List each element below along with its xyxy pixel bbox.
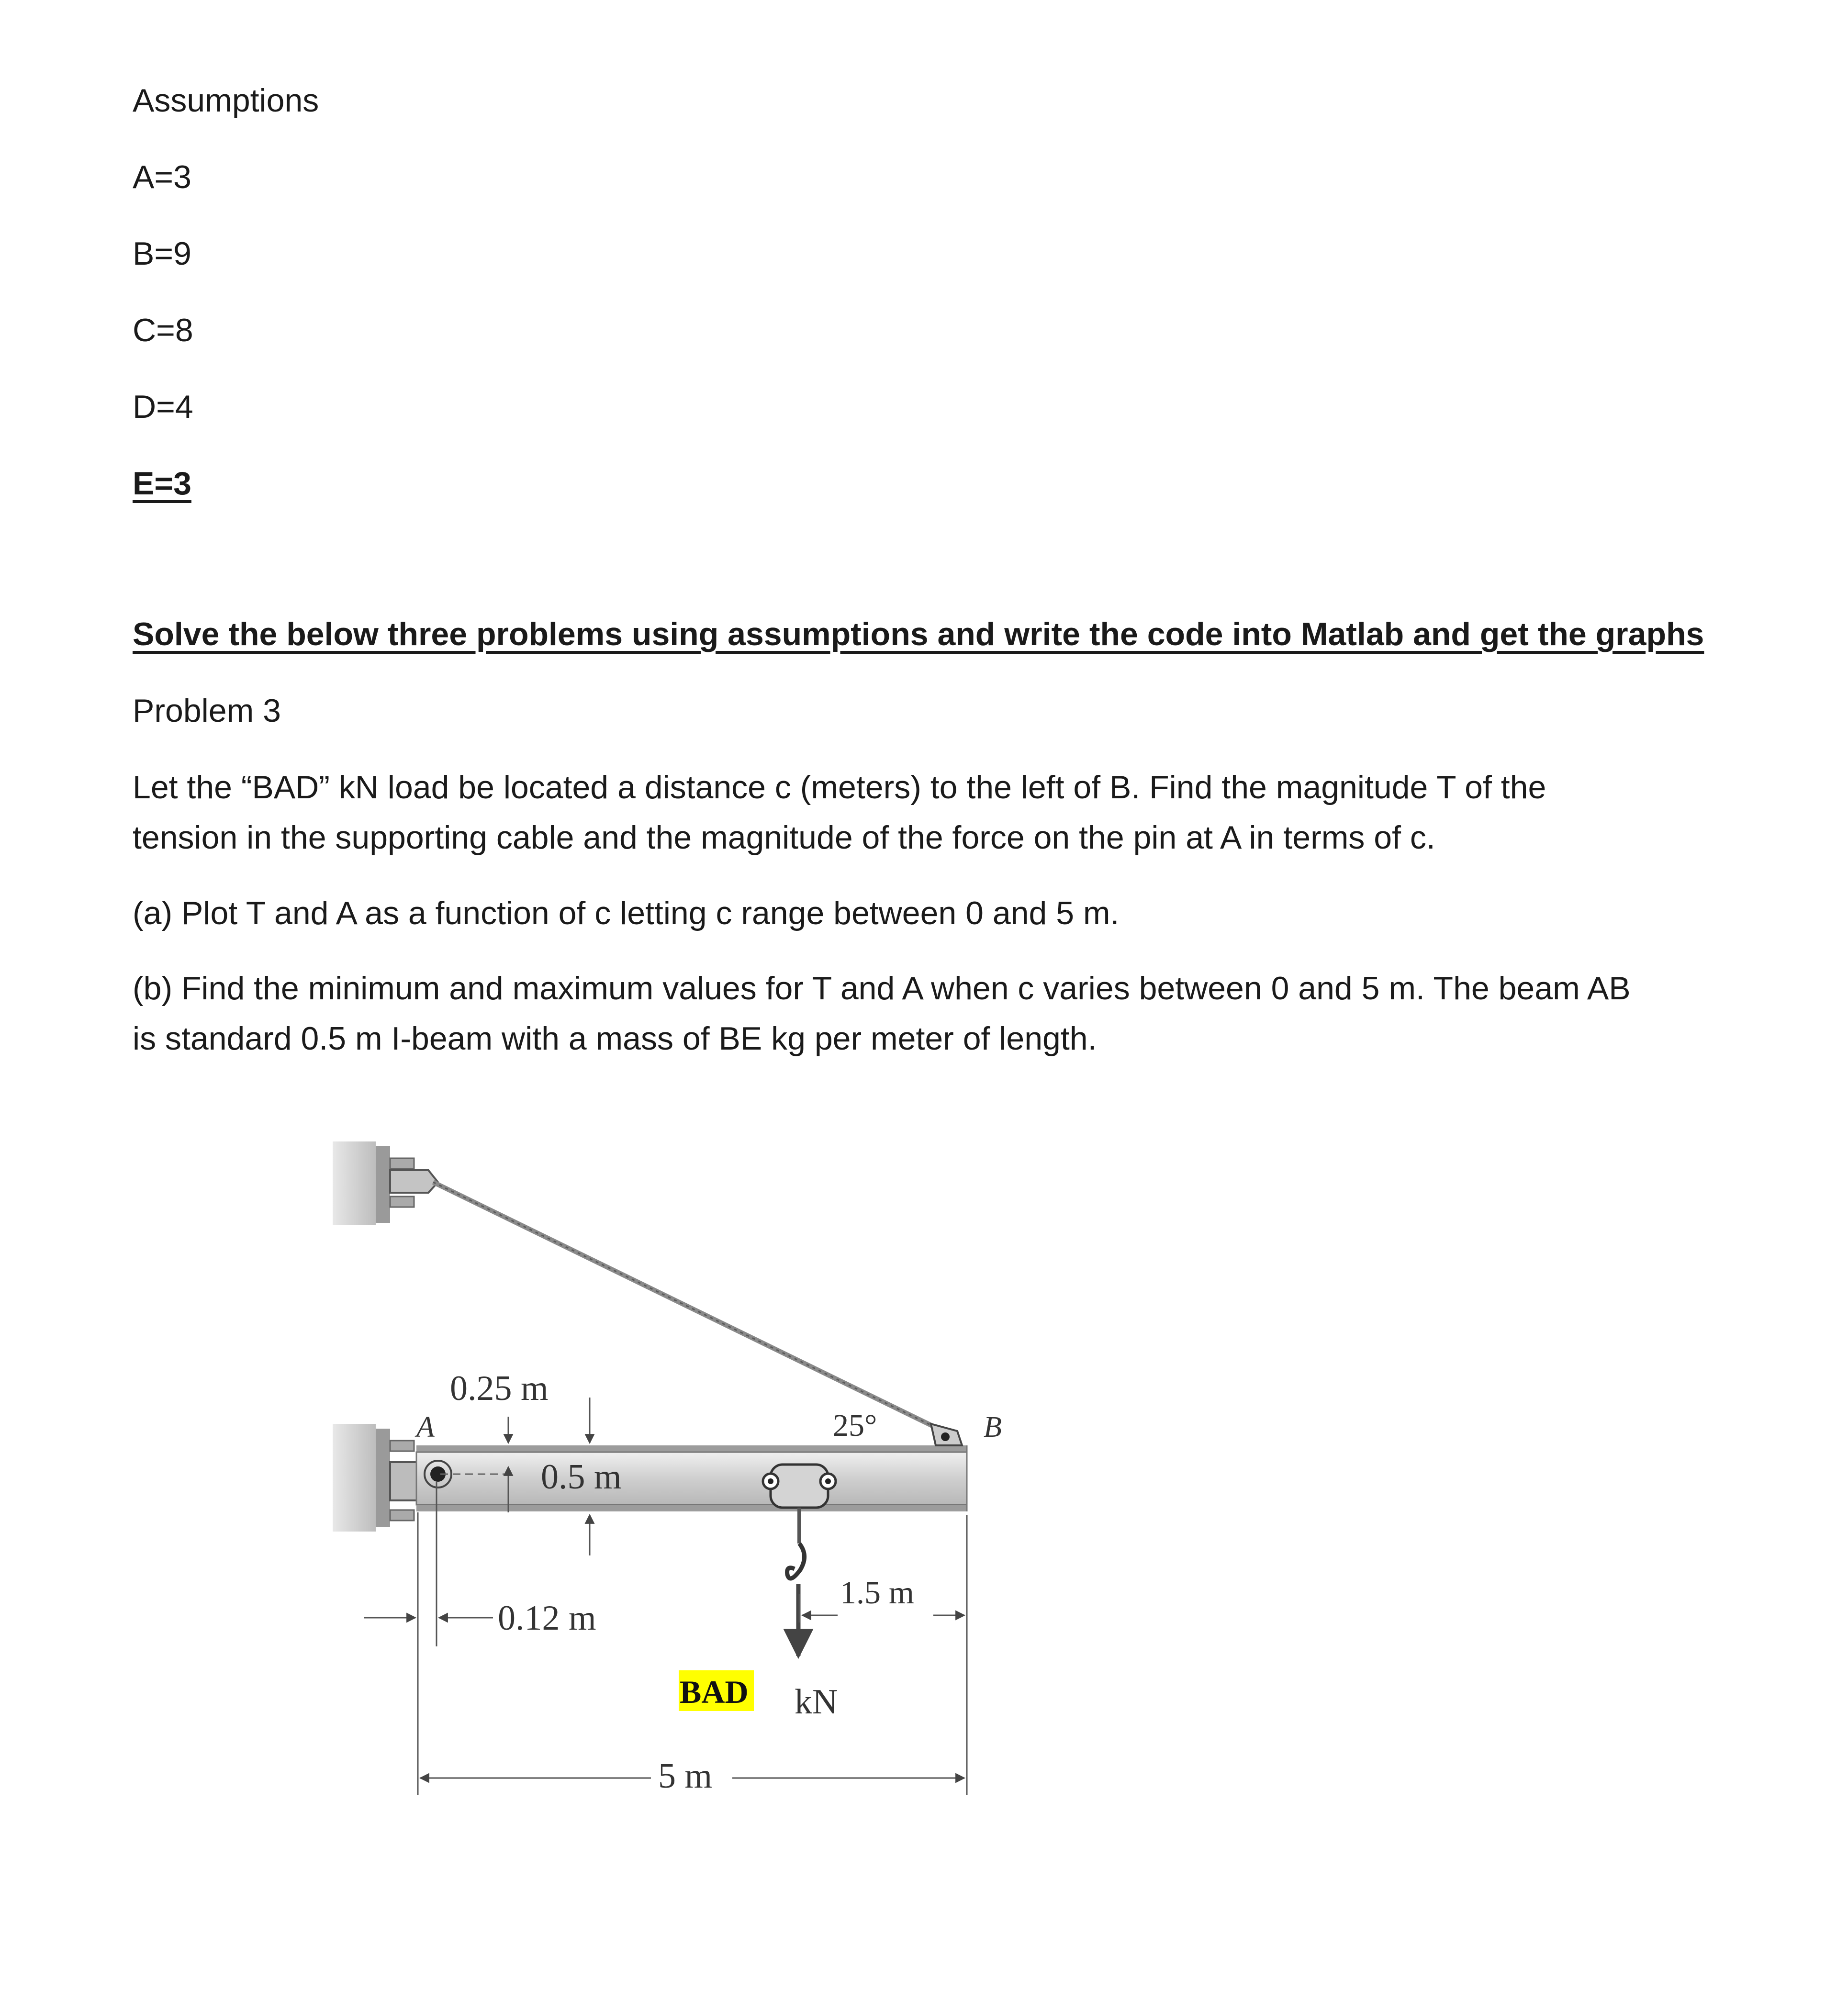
trolley-hook xyxy=(763,1465,836,1578)
label-025: 0.25 m xyxy=(450,1369,549,1408)
assumption-e: E=3 xyxy=(133,465,191,502)
problem-part-a: (a) Plot T and A as a function of c letting c range between 0 and 5 m. xyxy=(133,895,1120,931)
upper-wall-bracket xyxy=(333,1141,438,1225)
problem-text-line2: tension in the supporting cable and the magnitude of the force on the pin at A in terms of c. xyxy=(133,819,1435,856)
assumption-d: D=4 xyxy=(133,389,193,425)
assumptions-title: Assumptions xyxy=(133,82,319,119)
i-beam-ab xyxy=(416,1445,967,1511)
label-5: 5 m xyxy=(658,1756,713,1796)
label-15: 1.5 m xyxy=(840,1574,914,1611)
problem-part-b-line1: (b) Find the minimum and maximum values for T and A when c varies between 0 and 5 m. The beam AB xyxy=(133,970,1631,1007)
assumption-a: A=3 xyxy=(133,159,191,195)
label-angle: 25° xyxy=(833,1408,877,1443)
label-012: 0.12 m xyxy=(498,1599,596,1638)
problem-title: Problem 3 xyxy=(133,693,281,729)
label-a: A xyxy=(416,1411,435,1443)
label-load-unit: kN xyxy=(795,1682,838,1722)
instruction-heading: Solve the below three problems using assumptions and write the code into Matlab and get the graphs xyxy=(133,616,1704,652)
label-b: B xyxy=(984,1411,1002,1443)
label-05: 0.5 m xyxy=(541,1457,622,1497)
problem-part-b-line2: is standard 0.5 m I-beam with a mass of BE kg per meter of length. xyxy=(133,1020,1097,1057)
label-load: BAD xyxy=(680,1674,749,1710)
assumption-b: B=9 xyxy=(133,235,191,272)
problem-text-line1: Let the “BAD” kN load be located a distance c (meters) to the left of B. Find the magnitude T of the xyxy=(133,769,1546,805)
assumption-c: C=8 xyxy=(133,312,193,348)
